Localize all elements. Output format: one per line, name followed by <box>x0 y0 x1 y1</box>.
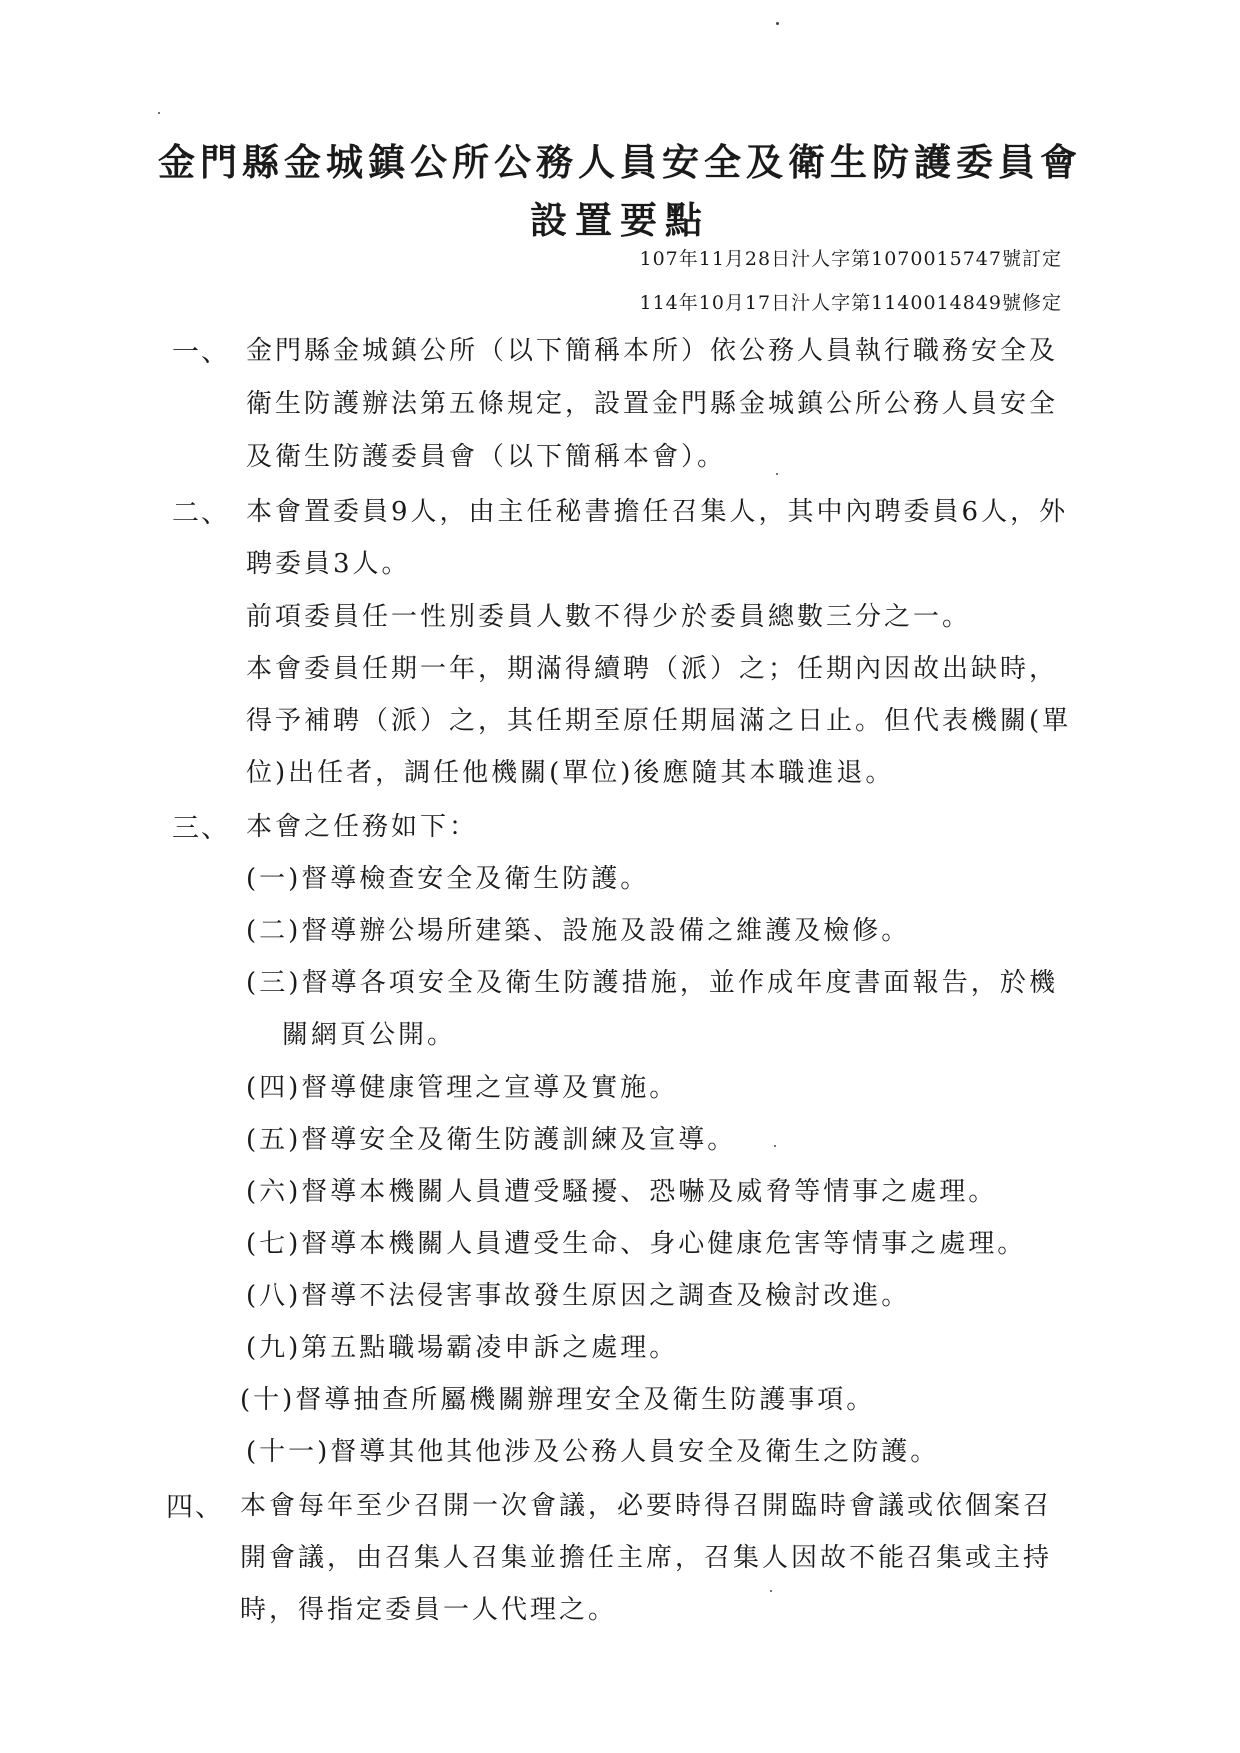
section-4-line: 時，得指定委員一人代理之。 <box>240 1595 618 1625</box>
section-3-item: (八)督導不法侵害事故發生原因之調查及檢討改進。 <box>246 1281 911 1311</box>
enactment-date: 107年11月28日汁人字第1070015747號訂定 <box>639 248 1062 270</box>
section-2-line: 前項委員任一性別委員人數不得少於委員總數三分之一。 <box>246 602 972 632</box>
section-2-line: 聘委員3人。 <box>246 549 411 579</box>
section-2-line: 位)出任者，調任他機關(單位)後應隨其本職進退。 <box>246 758 895 788</box>
section-2-line: 得予補聘（派）之，其任期至原任期屆滿之日止。但代表機關(單 <box>246 706 1072 736</box>
section-2-number: 二、 <box>172 498 230 529</box>
scan-speck <box>158 112 160 114</box>
section-3-item: (九)第五點職場霸凌申訴之處理。 <box>246 1333 679 1363</box>
section-4-number: 四、 <box>166 1492 224 1523</box>
section-3-item-continuation: 關網頁公開。 <box>282 1020 457 1050</box>
section-3-intro: 本會之任務如下： <box>246 812 479 842</box>
section-1-number: 一、 <box>172 337 230 368</box>
scan-speck <box>776 22 779 25</box>
section-2-line: 本會置委員9人，由主任秘書擔任召集人，其中內聘委員6人，外 <box>246 497 1069 527</box>
section-3-number: 三、 <box>172 813 230 844</box>
section-4-line: 開會議，由召集人召集並擔任主席，召集人因故不能召集或主持 <box>240 1543 1053 1573</box>
section-1-line: 衛生防護辦法第五條規定，設置金門縣金城鎮公所公務人員安全 <box>246 389 1059 419</box>
section-3-item: (三)督導各項安全及衛生防護措施，並作成年度書面報告，於機 <box>246 968 1058 998</box>
section-2-line: 本會委員任期一年，期滿得續聘（派）之；任期內因故出缺時， <box>246 654 1059 684</box>
scan-speck <box>770 1590 772 1592</box>
scan-speck <box>774 1145 776 1147</box>
scan-speck <box>776 473 778 475</box>
amendment-date: 114年10月17日汁人字第1140014849號修定 <box>639 292 1062 314</box>
section-1-line: 及衛生防護委員會（以下簡稱本會）。 <box>246 442 727 472</box>
section-3-item: (四)督導健康管理之宣導及實施。 <box>246 1073 679 1103</box>
section-3-item: (十一)督導其他其他涉及公務人員安全及衛生之防護。 <box>246 1437 940 1467</box>
section-3-item: (十)督導抽查所屬機關辦理安全及衛生防護事項。 <box>240 1385 876 1415</box>
section-3-item: (二)督導辦公場所建築、設施及設備之維護及檢修。 <box>246 916 911 946</box>
section-3-item: (七)督導本機關人員遭受生命、身心健康危害等情事之處理。 <box>246 1229 1027 1259</box>
section-4-line: 本會每年至少召開一次會議，必要時得召開臨時會議或依個案召 <box>240 1491 1053 1521</box>
document-title: 金門縣金城鎮公所公務人員安全及衛生防護委員會 <box>158 140 1082 184</box>
section-3-item: (六)督導本機關人員遭受騷擾、恐嚇及威脅等情事之處理。 <box>246 1177 998 1207</box>
document-subtitle: 設置要點 <box>530 198 710 242</box>
section-3-item: (五)督導安全及衛生防護訓練及宣導。 <box>246 1125 737 1155</box>
section-3-item: (一)督導檢查安全及衛生防護。 <box>246 864 650 894</box>
section-1-line: 金門縣金城鎮公所（以下簡稱本所）依公務人員執行職務安全及 <box>246 336 1059 366</box>
